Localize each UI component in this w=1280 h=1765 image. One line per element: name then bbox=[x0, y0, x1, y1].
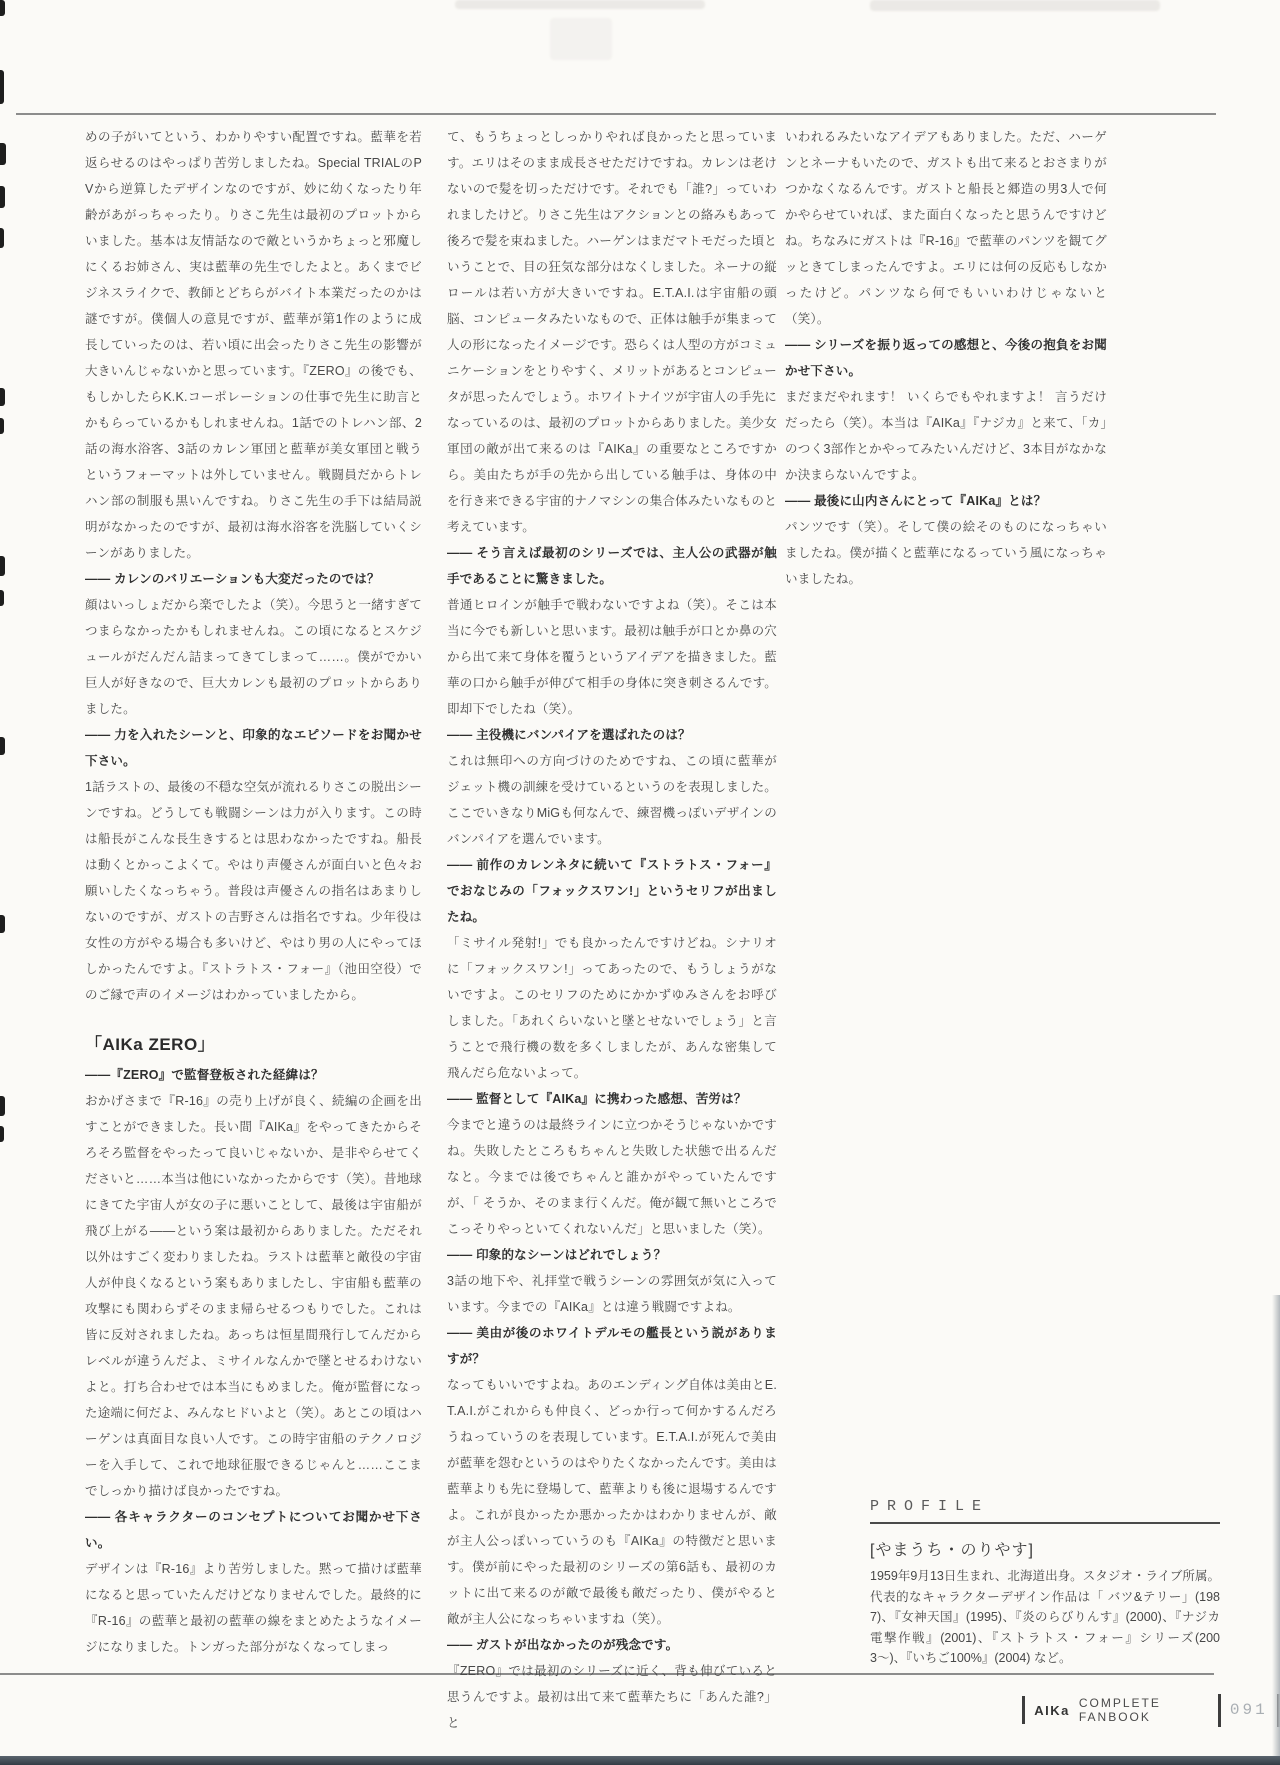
answer-paragraph: 今までと違うのは最終ラインに立つかそうじゃないかですね。失敗したところもちゃんと失敗した状態で出るんだなと。今までは後でちゃんと誰かがやっていたんですが、「 そうか、そのまま行くんだ。俺が観て無いところでこっそりやっといてくれないんだ」と思いました（笑）。 bbox=[447, 1118, 777, 1236]
scan-mark bbox=[0, 70, 4, 104]
scan-mark bbox=[0, 228, 4, 248]
page-bottom-edge bbox=[0, 1756, 1280, 1765]
scan-mark bbox=[0, 590, 4, 606]
answer-paragraph: 『ZERO』では最初のシリーズに近く、背も伸びていると思うんですよ。最初は出て来て藍華たちに「あんた誰?」と bbox=[447, 1664, 777, 1730]
profile-box bbox=[870, 1498, 1220, 1669]
interview-question: ―― 印象的なシーンはどれでしょう？ bbox=[447, 1248, 667, 1262]
scan-smudge bbox=[870, 0, 1160, 11]
page-footer bbox=[1022, 1692, 1280, 1728]
scan-mark bbox=[0, 915, 5, 933]
content-top-rule bbox=[16, 113, 1216, 115]
interview-question: ―― カレンのバリエーションも大変だったのでは？ bbox=[85, 572, 380, 586]
interview-column-3 bbox=[785, 124, 1107, 592]
answer-paragraph: デザインは『R-16』より苦労しました。黙って描けば藍華になると思っていたんだけどなりませんでした。最終的に『R-16』の藍華と最初の藍華の線をまとめたようなイメージになりました。トンガった部分がなくなってしまっ bbox=[85, 1562, 422, 1654]
footer-brand-rest: COMPLETE FANBOOK bbox=[1078, 1696, 1161, 1724]
answer-paragraph: なってもいいですよね。あのエンディング自体は美由とE.T.A.I.がこれからも仲良く、どっか行って何かするんだろうねっていうのを表現しています。E.T.A.I.が死んで美由が藍華を怨むというのはやりたくなかったんです。美由は藍華よりも先に登場して、藍華よりも後に退場するんですよ。これが良かったか悪かったかはわかりませんが、敵が主人公っぽいっていうのも『AIKa』の特徴だと思います。僕が前にやった最初のシリーズの第6話も、最初のカットに出て来るのが敵で最後も敵だったり、僕がやると敵が主人公になっちゃいますね（笑）。 bbox=[447, 1378, 777, 1626]
page-edge-shadow bbox=[1272, 1295, 1280, 1765]
answer-paragraph: めの子がいてという、わかりやすい配置ですね。藍華を若返らせるのはやっぱり苦労しましたね。Special TRIALのPVから逆算したデザインなのですが、妙に幼くなったり年齢があがっちゃったり。りさこ先生は最初のプロットからいました。基本は友情話なので敵というかちょっと邪魔しにくるお姉さん、実は藍華の先生でしたよと。あくまでビジネスライクで、教師とどちらがバイト本業だったのかは謎ですが。僕個人の意見ですが、藍華が第1作のように成長していったのは、若い頃に出会ったりさこ先生の影響が大きいんじゃないかと思っています。『ZERO』の後でも、もしかしたらK.K.コーポレーションの仕事で先生に助言とかもらっているかもしれませんね。1話でのトレハン部、2話の海水浴客、3話のカレン軍団と藍華が美女軍団と戦うというフォーマットは外していません。戦闘員だからトレハン部の制服も黒いんですね。りさこ先生の手下は結局説明がなかったのですが、最初は海水浴客を洗脳していくシーンがありました。 bbox=[85, 130, 422, 560]
scan-smudge bbox=[550, 18, 612, 60]
answer-paragraph: いわれるみたいなアイデアもありました。ただ、ハーゲンとネーナもいたので、ガストも出て来るとおさまりがつかなくなるんです。ガストと船長と郷造の男3人で何かやらせていれば、また面白くなったと思うんですけどね。ちなみにガストは『R-16』で藍華のパンツを観てグッときてしまったんですよ。エリには何の反応もしなかったけど。パンツなら何でもいいわけじゃないと（笑）。 bbox=[785, 130, 1107, 326]
page-number: 091 bbox=[1229, 1701, 1268, 1719]
profile-title: PROFILE bbox=[870, 1498, 1220, 1524]
interview-question: ―― 各キャラクターのコンセプトについてお聞かせ下さい。 bbox=[85, 1510, 422, 1550]
answer-paragraph: おかげさまで『R-16』の売り上げが良く、続編の企画を出すことができました。長い間『AIKa』をやってきたからそろそろ監督をやったって良いじゃないか、是非やらせてくださいと……本当は他にいなかったからです（笑）。昔地球にきてた宇宙人が女の子に悪いことして、最後は宇宙船が飛び上がる――という案は最初からありました。ただそれ以外はすごく変わりましたね。ラストは藍華と敵役の宇宙人が仲良くなるという案もありましたし、宇宙船も藍華の攻撃にも関わらずそのまま帰らせるつもりでした。これは皆に反対されましたね。あっちは恒星間飛行してんだからレベルが違うんだよ、ミサイルなんかで墜とせるわけないよと。打ち合わせでは本当にもめました。俺が監督になった途端に何だよ、みんなヒドいよと（笑）。あとこの頃はハーゲンは真面目な良い人です。この時宇宙船のテクノロジーを入手して、これで地球征服できるじゃんと……ここまでしっかり描けば良かったですね。 bbox=[85, 1094, 422, 1498]
interview-column-1 bbox=[85, 124, 422, 1660]
answer-paragraph: これは無印への方向づけのためですね、この頃に藍華がジェット機の訓練を受けているというのを表現しました。ここでいきなりMiGも何なんで、練習機っぽいデザインのバンパイアを選んでいます。 bbox=[447, 754, 777, 846]
answer-paragraph: 3話の地下や、礼拝堂で戦うシーンの雰囲気が気に入っています。今までの『AIKa』とは違う戦闘ですよね。 bbox=[447, 1274, 777, 1314]
scan-mark bbox=[0, 0, 5, 16]
scan-mark bbox=[0, 1096, 5, 1116]
scan-mark bbox=[0, 388, 5, 406]
footer-divider-bar bbox=[1022, 1696, 1025, 1724]
section-heading: 「AIKa ZERO」 bbox=[85, 1035, 216, 1054]
scan-mark bbox=[0, 143, 6, 165]
interview-question: ―― 最後に山内さんにとって『AIKa』とは？ bbox=[785, 494, 1047, 508]
interview-question: ―― 美由が後のホワイトデルモの艦長という説がありますが？ bbox=[447, 1326, 777, 1366]
interview-question: ――『ZERO』で監督登板された経緯は？ bbox=[85, 1068, 324, 1082]
interview-question: ―― シリーズを振り返っての感想と、今後の抱負をお聞かせ下さい。 bbox=[785, 338, 1107, 378]
answer-paragraph: まだまだやれます！ いくらでもやれますよ！ 言うだけだったら（笑）。本当は『AIKa』『ナジカ』と来て、「カ」のつく3部作とかやってみたいんだけど、3本目がなかなか決まらないんですよ。 bbox=[785, 390, 1107, 482]
interview-question: ―― 力を入れたシーンと、印象的なエピソードをお聞かせ下さい。 bbox=[85, 728, 422, 768]
scan-mark bbox=[0, 418, 4, 434]
scan-mark bbox=[0, 737, 5, 755]
interview-question: ―― ガストが出なかったのが残念です。 bbox=[447, 1638, 679, 1652]
answer-paragraph: て、もうちょっとしっかりやれば良かったと思っています。エリはそのまま成長させただけですね。カレンは老けないので髪を切っただけです。それでも「誰?」っていわれましたけど。りさこ先生はアクションとの絡みもあって後ろで髪を束ねました。ハーゲンはまだマトモだった頃ということで、目の狂気な部分はなくしました。ネーナの縦ロールは若い方が大きいですね。E.T.A.I.は宇宙船の頭脳、コンピュータみたいなもので、正体は触手が集まって人の形になったイメージです。恐らくは人型の方がコミュニケーションをとりやすく、メリットがあるとコンピュータが思ったんでしょう。ホワイトナイツが宇宙人の手先になっているのは、最初のプロットからありました。美少女軍団の敵が出て来るのは『AIKa』の重要なところですから。美由たちが手の先から出している触手は、身体の中を行き来できる宇宙的ナノマシンの集合体みたいなものと考えています。 bbox=[447, 130, 777, 534]
footer-divider-bar bbox=[1218, 1694, 1221, 1727]
answer-paragraph: 普通ヒロインが触手で戦わないですよね（笑）。そこは本当に今でも新しいと思います。最初は触手が口とか鼻の穴から出て来て身体を覆うというアイデアを描きました。藍華の口から触手が伸びて相手の身体に突き刺さるんです。即却下でしたね（笑）。 bbox=[447, 598, 777, 716]
interview-question: ―― 主役機にバンパイアを選ばれたのは？ bbox=[447, 728, 691, 742]
interview-question: ―― 監督として『AIKa』に携わった感想、苦労は？ bbox=[447, 1092, 747, 1106]
profile-name: [やまうち・のりやす] bbox=[870, 1542, 1034, 1559]
answer-paragraph: 「ミサイル発射!」でも良かったんですけどね。シナリオに「フォックスワン!」ってあったので、もうしょうがないですよ。このセリフのためにかかずゆみさんをお呼びしました。「あれくらいないと墜とせないでしょう」と言うことで飛行機の数を多くしましたが、あんな密集して飛んだら危ないよって。 bbox=[447, 936, 777, 1080]
answer-paragraph: パンツです（笑）。そして僕の絵そのものになっちゃいましたね。僕が描くと藍華になるっていう風になっちゃいましたね。 bbox=[785, 520, 1107, 586]
profile-bio: 1959年9月13日生まれ、北海道出身。スタジオ・ライブ所属。代表的なキャラクターデザイン作品は「 バツ&テリー」(1987)、『女神天国』(1995)、『炎のらびりんす』(2000)、『ナジカ電撃作戦』(2001)、『ストラトス・フォー』シリーズ(2003〜)、『いちご100%』(2004) など。 bbox=[870, 1569, 1220, 1665]
scan-mark bbox=[0, 186, 5, 208]
scan-mark bbox=[0, 1126, 4, 1142]
interview-column-2 bbox=[447, 124, 777, 1736]
scan-mark bbox=[0, 556, 5, 576]
answer-paragraph: 1話ラストの、最後の不穏な空気が流れるりさこの脱出シーンですね。どうしても戦闘シーンは力が入ります。この時は船長がこんな長生きするとは思わなかったですね。船長は動くとかっこよくて。やはり声優さんが面白いと色々お願いしたくなっちゃう。普段は声優さんの指名はあまりしないのですが、ガストの吉野さんは指名ですね。少年役は女性の方がやる場合も多いけど、やはり男の人にやってほしかったんですよ。『ストラトス・フォー』（池田空役）でのご縁で声のイメージはわかっていましたから。 bbox=[85, 780, 422, 1002]
footer-brand-bold: AIKa bbox=[1034, 1702, 1070, 1718]
scan-smudge bbox=[455, 0, 705, 9]
answer-paragraph: 顔はいっしょだから楽でしたよ（笑）。今思うと一緒すぎてつまらなかったかもしれませんね。この頃になるとスケジュールがだんだん詰まってきてしまって……。僕がでかい巨人が好きなので、巨大カレンも最初のプロットからありました。 bbox=[85, 598, 422, 716]
interview-question: ―― 前作のカレンネタに続いて『ストラトス・フォー』でおなじみの「フォックスワン!」というセリフが出ましたね。 bbox=[447, 858, 777, 924]
interview-question: ―― そう言えば最初のシリーズでは、主人公の武器が触手であることに驚きました。 bbox=[447, 546, 777, 586]
